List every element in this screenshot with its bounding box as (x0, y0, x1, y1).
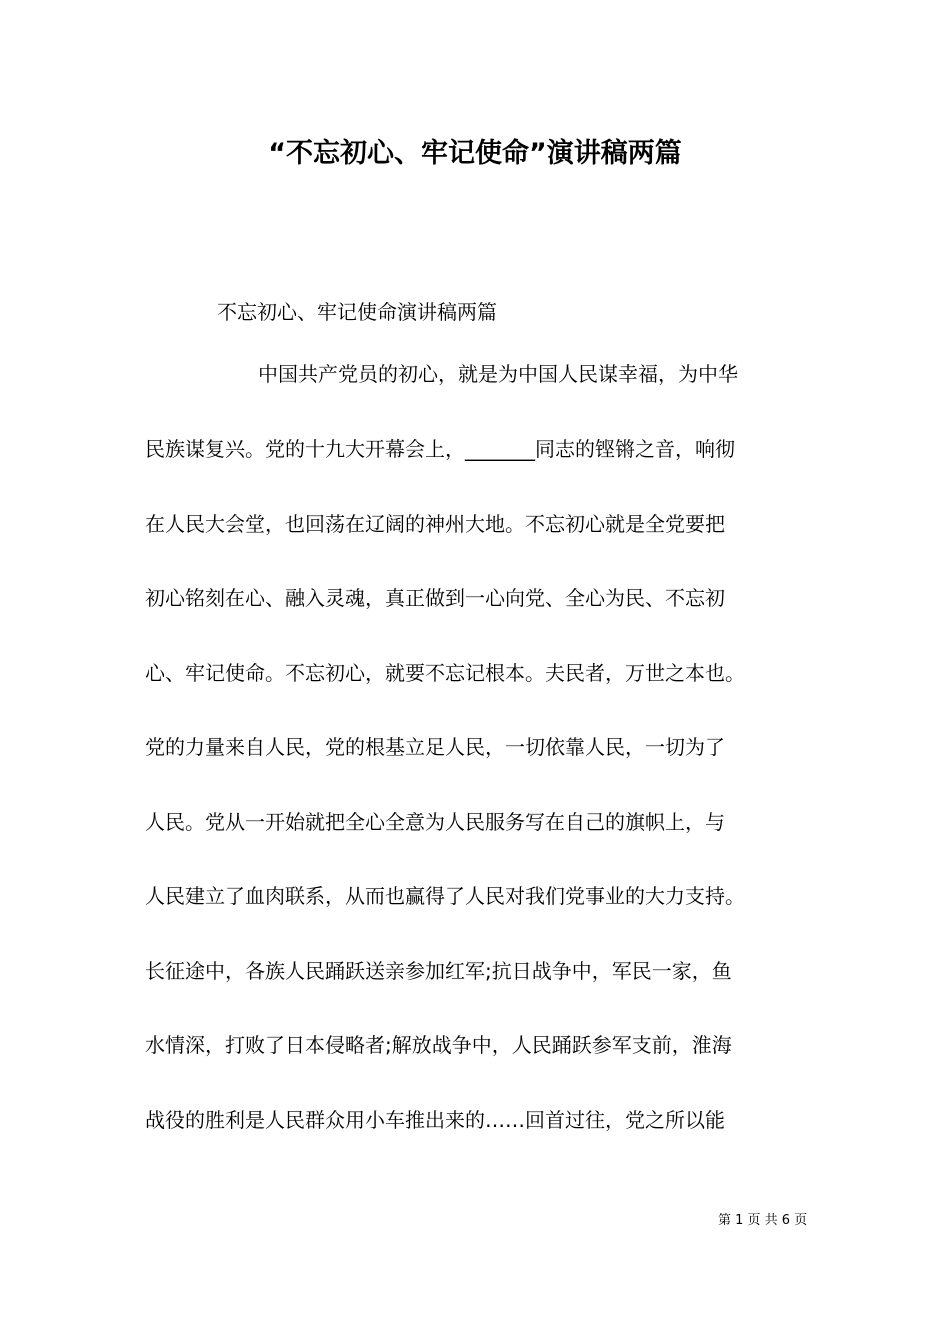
document-title: “不忘初心、牢记使命”演讲稿两篇 (268, 138, 682, 169)
paragraph-line: 党的力量来自人民，党的根基立足人民，一切依靠人民，一切为了 (145, 735, 725, 759)
paragraph-line: 心、牢记使命。不忘初心，就要不忘记根本。夫民者，万世之本也。 (145, 661, 745, 685)
paragraph-line: 民族谋复兴。党的十九大开幕会上，_______同志的铿锵之音，响彻 (145, 437, 735, 461)
paragraph-line: 人民建立了血肉联系，从而也赢得了人民对我们党事业的大力支持。 (145, 884, 745, 908)
paragraph-line: 在人民大会堂，也回荡在辽阔的神州大地。不忘初心就是全党要把 (145, 512, 725, 536)
paragraph-line: 人民。党从一开始就把全心全意为人民服务写在自己的旗帜上，与 (145, 810, 725, 834)
paragraph-line: 初心铭刻在心、融入灵魂，真正做到一心向党、全心为民、不忘初 (145, 586, 725, 610)
paragraph-line: 中国共产党员的初心，就是为中国人民谋幸福，为中华 (258, 362, 738, 386)
paragraph-line: 水情深，打败了日本侵略者;解放战争中，人民踊跃参军支前，淮海 (145, 1033, 732, 1057)
paragraph-line: 战役的胜利是人民群众用小车推出来的……回首过往，党之所以能 (145, 1108, 725, 1132)
document-subtitle: 不忘初心、牢记使命演讲稿两篇 (217, 300, 497, 324)
paragraph-line: 长征途中，各族人民踊跃送亲参加红军;抗日战争中，军民一家，鱼 (145, 959, 732, 983)
page-number-footer: 第 1 页 共 6 页 (718, 1213, 808, 1228)
